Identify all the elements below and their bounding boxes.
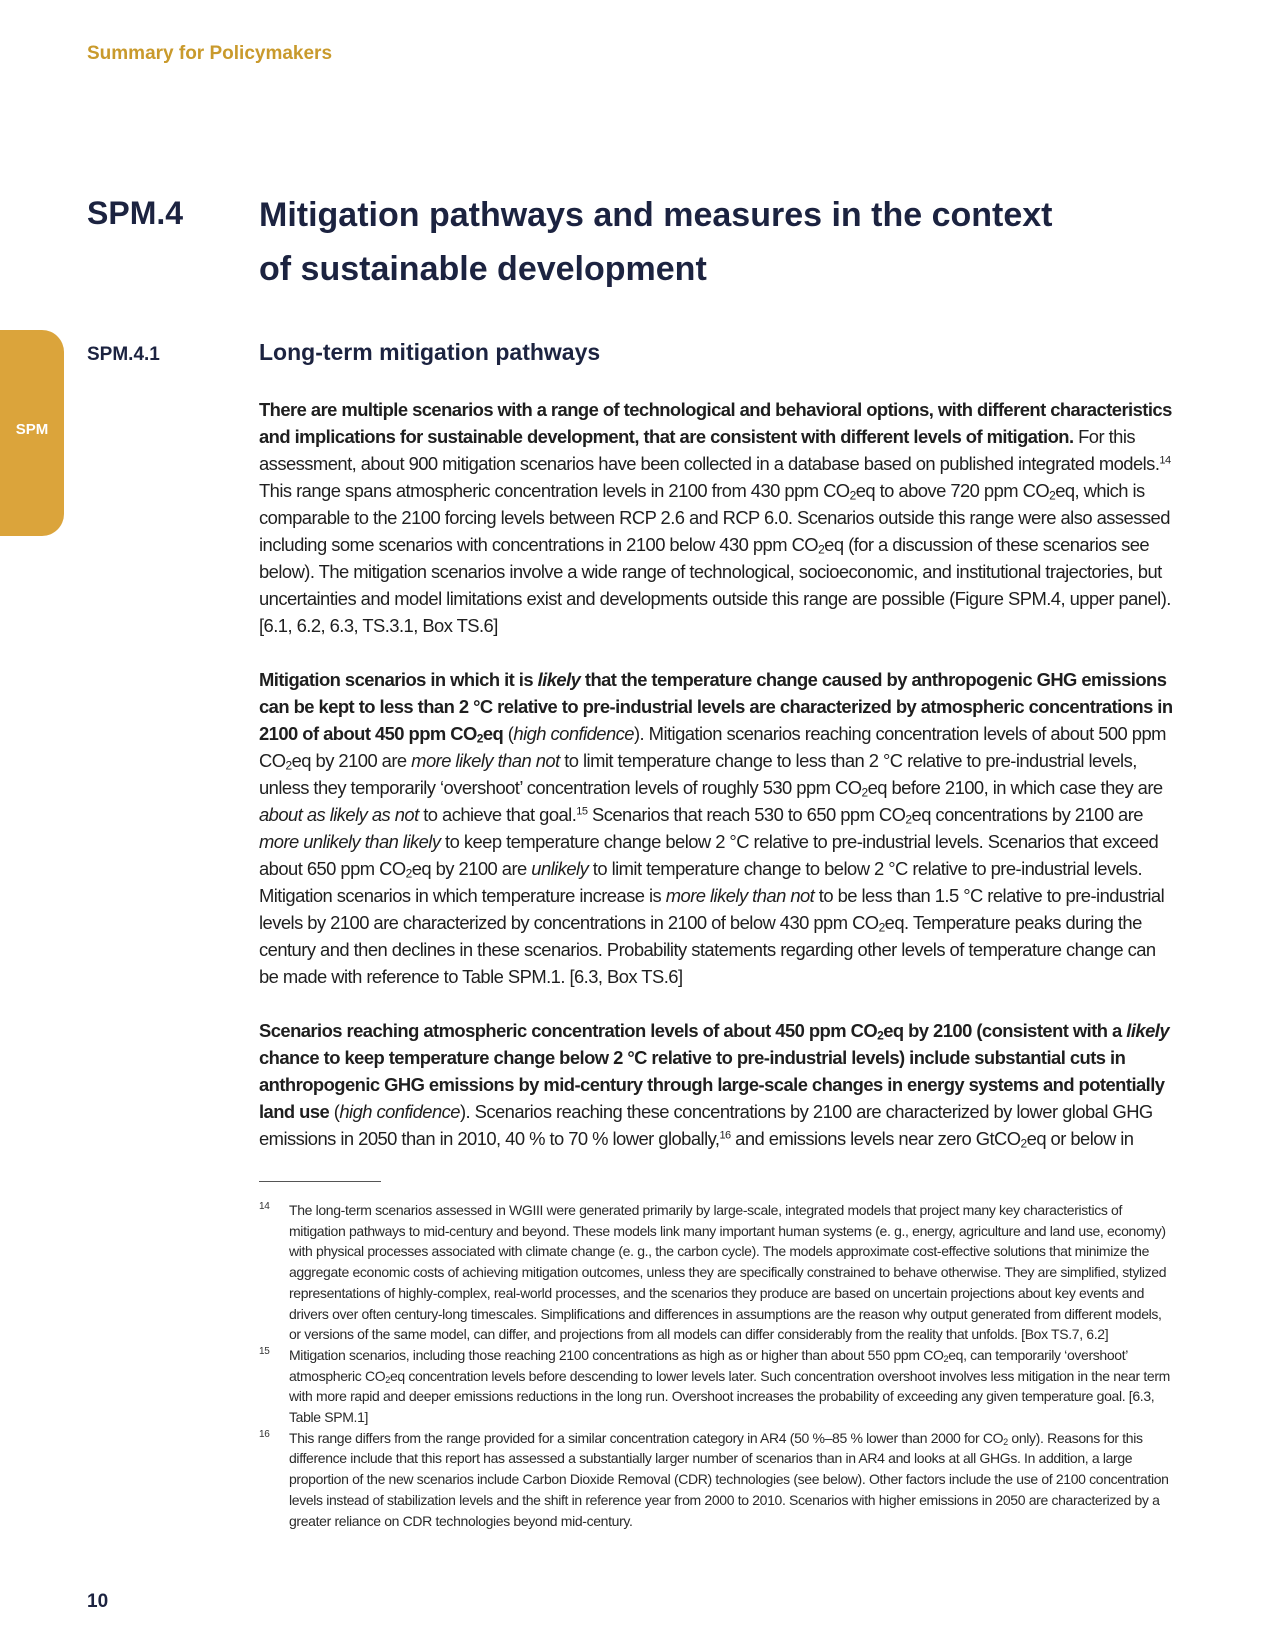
footnote-text: Mitigation scenarios, including those reaching 2100 concentrations as high as or higher than about 550 ppm $CO_2eq$, can temporarily ‘overshoot’ atmospheric $CO_2eq$ concentration levels before descending to lower levels later. Such concentration overshoot involves less mitigation in the near term with more rapid and deeper emissions reductions in the long run. Overshoot increases the probability of exceeding any given temperature goal. [6.3, Table SPM.1] (289, 1346, 1170, 1426)
footnote-number: 16 (259, 1428, 270, 1440)
text-run: chance to keep temperature change below 2 °C relative to pre-industrial levels) include substantial cuts in anthropogenic GHG emissions by mid-century through large-scale changes in energy systems and potentially land use (259, 1047, 1165, 1122)
text-run: 2 (943, 1353, 949, 1364)
text-run: 2 (905, 812, 912, 827)
text-run: more unlikely than likely (259, 831, 441, 852)
text-run: 2 (405, 866, 412, 881)
footnote-divider (259, 1181, 381, 1182)
text-run: 2 (877, 1028, 884, 1043)
text-run: 15 (576, 805, 588, 818)
text-run: that the temperature change caused by anthropogenic GHG emissions can be kept to less than 2 °C relative to pre-industrial levels are characterized by atmospheric concentrations in 2100 of about 450 ppm CO (259, 669, 1173, 744)
section-title-line-1: Mitigation pathways and measures in the context (259, 196, 1053, 234)
text-run: likely (1126, 1020, 1170, 1041)
text-run: more likely than not (665, 885, 815, 906)
text-run: high confidence (513, 723, 634, 744)
text-run: 2 (1003, 1436, 1008, 1447)
spm-side-tab-label: SPM (15, 421, 49, 438)
text-run: There are multiple scenarios with a range of technological and behavioral options, with different characteristics and implications for sustainable development, that are consistent with different levels of mitigation. (259, 399, 1172, 447)
section-title-line-2: of sustainable development (259, 250, 707, 288)
text-run: 2 (476, 731, 483, 746)
text-run: more likely than not (411, 750, 560, 771)
text-run: unlikely (531, 858, 589, 879)
text-run: 2 (818, 542, 825, 557)
text-run: 16 (719, 1129, 731, 1142)
subsection-title: Long-term mitigation pathways (259, 339, 601, 365)
section-title (259, 188, 1159, 296)
text-run: likely (537, 669, 581, 690)
paragraph-2: Mitigation scenarios in which it is likely that the temperature change caused by anthropogenic GHG emissions can be kept to less than 2 °C relative to pre-industrial levels are characterized by atmospheric concentrations in 2100 of about 450 ppm $CO_2eq$ (high confidence). Mitigation scenarios reaching concentration levels of about 500 ppm $CO_2eq$ by 2100 are more likely than not to limit temperature change to less than 2 °C relative to pre-industrial levels, unless they temporarily ‘overshoot’ concentration levels of roughly 530 ppm $CO_2eq$ before 2100, in which case they are about as likely as not to achieve that goal.$^{15}$ Scenarios that reach 530 to 650 ppm $CO_2eq$ concentrations by 2100 are more unlikely than likely to keep temperature change below 2 °C relative to pre-industrial levels. Scenarios that exceed about 650 ppm $CO_2eq$ by 2100 are unlikely to limit temperature change to below 2 °C relative to pre-industrial levels. Mitigation scenarios in which temperature increase is more likely than not to be less than 1.5 °C relative to pre-industrial levels by 2100 are characterized by concentrations in 2100 of below 430 ppm $CO_2eq$. Temperature peaks during the century and then declines in these scenarios. Probability statements regarding other levels of temperature change can be made with reference to Table SPM.1. [6.3, Box TS.6] (259, 669, 1173, 987)
text-run: Mitigation scenarios in which it is (259, 669, 538, 690)
footnote-number: 14 (259, 1201, 270, 1212)
running-head: Summary for Policymakers (87, 43, 333, 64)
text-run: eq by 2100 (consistent with a (883, 1020, 1127, 1041)
text-run: 2 (849, 488, 856, 503)
text-run: 2 (385, 1374, 390, 1385)
footnote-16 (259, 1428, 1171, 1532)
footnote-text: This range differs from the range provided for a similar concentration category in AR4 (50 %–85 % lower than 2000 for $CO_2$ only). Reasons for this difference include that this report has assessed a substantially larger number of scenarios than in AR4 and looks at all GHGs. In addition, a large proportion of the new scenarios include Carbon Dioxide Removal (CDR) technologies (see below). Other factors include the use of 2100 concentration levels instead of stabilization levels and the shift in reference year from 2000 to 2010. Scenarios with higher emissions in 2050 are characterized by a greater reliance on CDR technologies beyond mid-century. (289, 1429, 1169, 1529)
text-run: about as likely as not (259, 804, 419, 825)
footnotes (259, 1200, 1171, 1531)
text-run: 2 (861, 785, 868, 800)
text-run: 2 (1020, 1136, 1027, 1151)
body-text (259, 396, 1179, 1179)
footnote-14 (259, 1200, 1171, 1345)
text-run: Scenarios reaching atmospheric concentration levels of about 450 ppm CO (259, 1020, 878, 1041)
paragraph-1: There are multiple scenarios with a range of technological and behavioral options, with different characteristics and implications for sustainable development, that are consistent with different levels of mitigation. For this assessment, about 900 mitigation scenarios have been collected in a database based on published integrated models.$^{14}$ This range spans atmospheric concentration levels in 2100 from 430 ppm $CO_2eq$ to above 720 ppm $CO_2eq$, which is comparable to the 2100 forcing levels between RCP 2.6 and RCP 6.0. Scenarios outside this range were also assessed including some scenarios with concentrations in 2100 below 430 ppm $CO_2eq$ (for a discussion of these scenarios see below). The mitigation scenarios involve a wide range of technological, socioeconomic, and institutional trajectories, but uncertainties and model limitations exist and developments outside this range are possible (Figure SPM.4, upper panel). [6.1, 6.2, 6.3, TS.3.1, Box TS.6] (259, 399, 1172, 636)
page-number: 10 (87, 1591, 109, 1612)
footnote-text: The long-term scenarios assessed in WGIII were generated primarily by large-scale, integrated models that project many key characteristics of mitigation pathways to mid-century and beyond. These models link many important human systems (e. g., energy, agriculture and land use, economy) with physical processes associated with climate change (e. g., the carbon cycle). The models approximate cost-effective solutions that minimize the aggregate economic costs of achieving mitigation outcomes, unless they are specifically constrained to behave otherwise. They are simplified, stylized representations of highly-complex, real-world processes, and the scenarios they produce are based on uncertain projections about key events and drivers over often century-long timescales. Simplifications and differences in assumptions are the reason why output generated from different models, or versions of the same model, can differ, and projections from all models can differ considerably from the reality that unfolds. [Box TS.7, 6.2] (289, 1202, 1167, 1343)
footnote-15 (259, 1345, 1171, 1428)
text-run: eq (482, 723, 504, 744)
text-run: high confidence (339, 1101, 460, 1122)
spm-side-tab (0, 330, 64, 536)
text-run: 2 (878, 920, 885, 935)
subsection-number: SPM.4.1 (87, 344, 160, 365)
text-run: 14 (1159, 454, 1171, 467)
footnote-number: 15 (259, 1345, 270, 1357)
text-run: 2 (285, 758, 292, 773)
section-number: SPM.4 (87, 195, 184, 231)
text-run: 2 (1049, 488, 1056, 503)
paragraph-3: Scenarios reaching atmospheric concentration levels of about 450 ppm $CO_2eq$ by 2100 (consistent with a likely chance to keep temperature change below 2 °C relative to pre-industrial levels) include substantial cuts in anthropogenic GHG emissions by mid-century through large-scale changes in energy systems and potentially land use (high confidence). Scenarios reaching these concentrations by 2100 are characterized by lower global GHG emissions in 2050 than in 2010, 40 % to 70 % lower globally,$^{16}$ and emissions levels near zero GtCO$_2$eq or below in (259, 1020, 1170, 1151)
